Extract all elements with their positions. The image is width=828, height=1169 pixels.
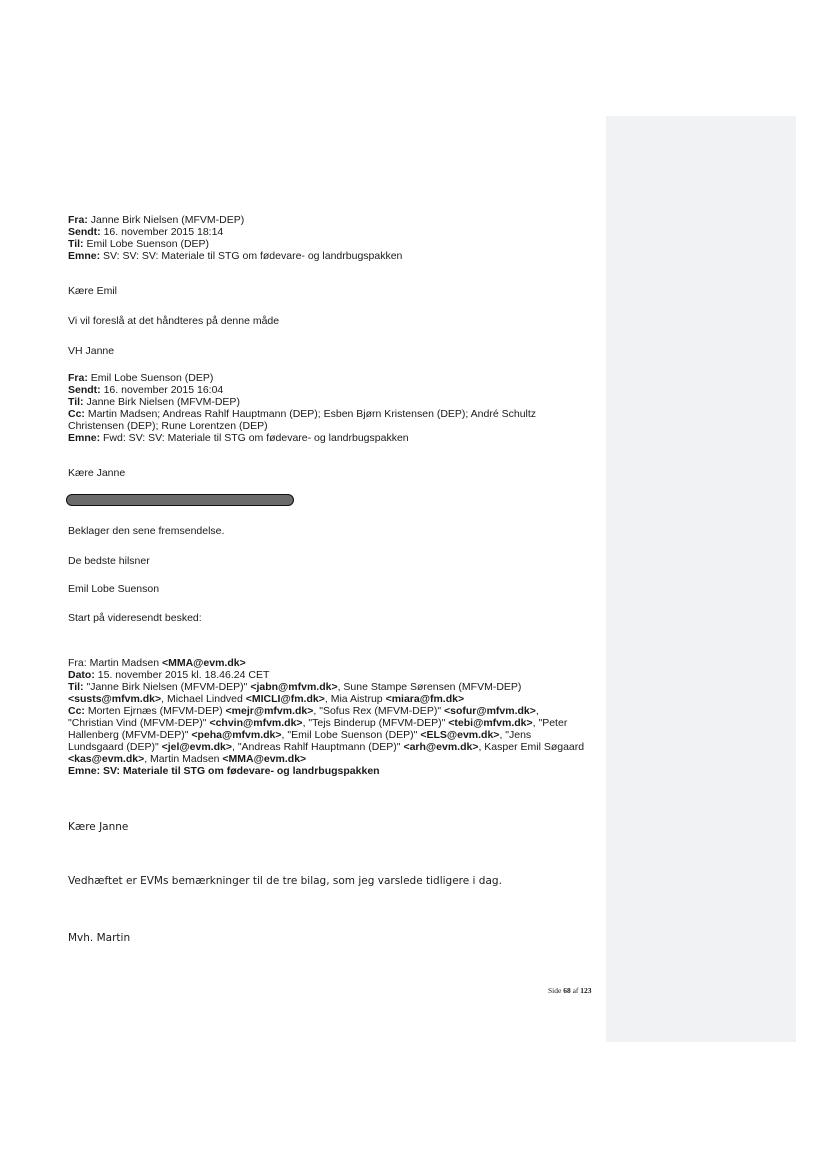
email-address: <tebi@mfvm.dk> [448, 717, 533, 729]
from-label: Fra: [68, 214, 88, 226]
subject-label: Emne: [68, 432, 101, 444]
to-text: "Janne Birk Nielsen (MFVM-DEP)" [86, 681, 251, 693]
to-label: Til: [68, 396, 84, 408]
subject-value: SV: SV: SV: Materiale til STG om fødevare- og landrbugspakken [103, 250, 403, 262]
redaction-bar [66, 494, 294, 506]
cc-text: , "Tejs Binderup (MFVM-DEP)" [302, 717, 449, 729]
email-header-3 [68, 657, 598, 777]
regards-text: De bedste hilsner [68, 555, 150, 567]
to-text: , Mia Aistrup [324, 693, 386, 705]
subject-label: Emne: [68, 250, 101, 262]
apology-text: Beklager den sene fremsendelse. [68, 525, 225, 537]
to-text: , Michael Lindved [161, 693, 246, 705]
to-label: Til: [68, 238, 84, 250]
greeting-1: Kære Emil [68, 285, 118, 297]
greeting-2: Kære Janne [68, 467, 126, 479]
cc-text: , Kasper Emil Søgaard [478, 741, 585, 753]
cc-text: , "Sofus Rex (MFVM-DEP)" [313, 705, 444, 717]
email-address: <MICLI@fm.dk> [245, 693, 325, 705]
cc-text: "Christian Vind (MFVM-DEP)" [68, 717, 210, 729]
from-value: Emil Lobe Suenson (DEP) [90, 372, 214, 384]
cc-label: Cc: [68, 705, 85, 717]
subject-value: SV: Materiale til STG om fødevare- og landrbugspakken [103, 765, 380, 777]
email-address: <jabn@mfvm.dk> [250, 681, 338, 693]
date-value: 15. november 2015 kl. 18.46.24 CET [97, 669, 270, 681]
sent-label: Sendt: [68, 384, 101, 396]
body-text-1: Vi vil foreslå at det håndteres på denne måde [68, 315, 280, 327]
body-text-3: Vedhæftet er EVMs bemærkninger til de tre bilag, som jeg varslede tidligere i dag. [68, 875, 502, 887]
email-address: <sofur@mfvm.dk> [443, 705, 536, 717]
page-total: 123 [580, 986, 592, 995]
forward-intro: Start på videresendt besked: [68, 612, 202, 624]
page-middle: af [570, 986, 581, 995]
sent-value: 16. november 2015 18:14 [103, 226, 224, 238]
to-value: Janne Birk Nielsen (MFVM-DEP) [86, 396, 240, 408]
email-header-1 [68, 214, 598, 262]
to-label: Til: [68, 681, 84, 693]
sent-value: 16. november 2015 16:04 [103, 384, 224, 396]
cc-value: Martin Madsen; Andreas Rahlf Hauptmann (DEP); Esben Bjørn Kristensen (DEP); André Schultz [87, 408, 537, 420]
cc-value-cont: Christensen (DEP); Rune Lorentzen (DEP) [68, 420, 268, 432]
cc-text: , "Emil Lobe Suenson (DEP)" [281, 729, 421, 741]
subject-label: Emne: [68, 765, 101, 777]
cc-text: Lundsgaard (DEP)" [68, 741, 162, 753]
email-address: <peha@mfvm.dk> [191, 729, 282, 741]
margin-strip [606, 116, 796, 1042]
from-label: Fra: [68, 372, 88, 384]
cc-text: , "Jens [499, 729, 532, 741]
email-address: <ELS@evm.dk> [420, 729, 500, 741]
to-text: , Sune Stampe Sørensen (MFVM-DEP) [337, 681, 522, 693]
email-address: <mejr@mfvm.dk> [225, 705, 314, 717]
cc-text: Morten Ejrnæs (MFVM-DEP) [87, 705, 226, 717]
email-address: <chvin@mfvm.dk> [209, 717, 303, 729]
from-value: Janne Birk Nielsen (MFVM-DEP) [90, 214, 245, 226]
email-address: <kas@evm.dk> [68, 753, 145, 765]
cc-text: , "Andreas Rahlf Hauptmann (DEP)" [231, 741, 404, 753]
from-value: Martin Madsen [89, 657, 160, 669]
date-label: Dato: [68, 669, 95, 681]
sender-name: Emil Lobe Suenson [68, 583, 160, 595]
cc-text: , [535, 705, 539, 717]
email-address: <MMA@evm.dk> [222, 753, 307, 765]
signoff-1: VH Janne [68, 345, 115, 357]
page-number [548, 985, 592, 997]
cc-text: , Martin Madsen [144, 753, 223, 765]
cc-text: Hallenberg (MFVM-DEP)" [68, 729, 192, 741]
to-value: Emil Lobe Suenson (DEP) [86, 238, 210, 250]
subject-value: Fwd: SV: SV: Materiale til STG om fødevare- og landrbugspakken [103, 432, 409, 444]
email-address: <miara@fm.dk> [385, 693, 465, 705]
email-header-2 [68, 372, 598, 444]
page-current: 68 [563, 986, 571, 995]
cc-text: , "Peter [532, 717, 568, 729]
greeting-3: Kære Janne [68, 821, 129, 833]
sent-label: Sendt: [68, 226, 101, 238]
from-label: Fra: [68, 657, 87, 669]
email-address: <jel@evm.dk> [161, 741, 232, 753]
page-prefix: Side [548, 986, 564, 995]
email-address: <arh@evm.dk> [403, 741, 479, 753]
email-address: <MMA@evm.dk> [161, 657, 246, 669]
cc-label: Cc: [68, 408, 85, 420]
signoff-3: Mvh. Martin [68, 932, 131, 944]
email-address: <susts@mfvm.dk> [68, 693, 162, 705]
